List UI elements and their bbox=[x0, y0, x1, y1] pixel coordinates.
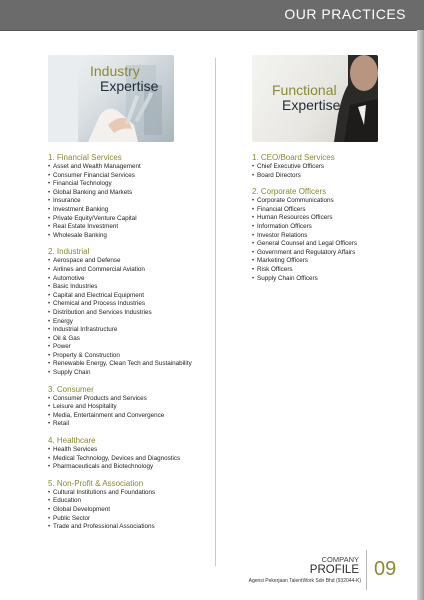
agency-name: Agensi Pekerjaan TalentWork Sdn Bhd (932044-K) bbox=[248, 578, 361, 584]
practice-item: • Supply Chain bbox=[48, 369, 213, 378]
section-title: 4. Healthcare bbox=[48, 436, 96, 446]
industry-expertise-image bbox=[48, 55, 174, 142]
functional-practices-column bbox=[252, 153, 412, 290]
practice-list bbox=[48, 257, 213, 377]
section-title: 5. Non-Profit & Association bbox=[48, 478, 144, 488]
functional-expertise-image bbox=[252, 55, 378, 142]
page-edge-shadow bbox=[417, 30, 424, 600]
section-title: 2. Industrial bbox=[48, 247, 90, 257]
practice-section bbox=[48, 479, 213, 532]
section-title: 1. CEO/Board Services bbox=[252, 153, 335, 162]
practice-item: • Retail bbox=[48, 420, 213, 429]
practice-item: • Supply Chain Officers bbox=[252, 275, 412, 284]
practice-item: • Industrial Infrastructure bbox=[48, 326, 213, 335]
practice-item: • Marketing Officers bbox=[252, 257, 412, 266]
practice-item: • General Counsel and Legal Officers bbox=[252, 240, 412, 249]
practice-item: • Financial Officers bbox=[252, 206, 412, 215]
industry-image-title-line2: Expertise bbox=[100, 78, 159, 94]
practice-item: • Corporate Communications bbox=[252, 197, 412, 206]
practice-list bbox=[48, 446, 213, 472]
practice-item: • Human Resources Officers bbox=[252, 214, 412, 223]
practice-item: • Basic Industries bbox=[48, 283, 213, 292]
page-number: 09 bbox=[374, 558, 397, 580]
practice-item: • Media, Entertainment and Convergence bbox=[48, 412, 213, 421]
practice-item: • Property & Construction bbox=[48, 352, 213, 361]
practice-item: • Medical Technology, Devices and Diagnostics bbox=[48, 455, 213, 464]
practice-section bbox=[252, 187, 412, 283]
page-title: OUR PRACTICES bbox=[284, 6, 406, 22]
practice-item: • Investment Banking bbox=[48, 206, 213, 215]
practice-item: • Consumer Financial Services bbox=[48, 172, 213, 181]
practice-item: • Energy bbox=[48, 318, 213, 327]
practice-item: • Airlines and Commercial Aviation bbox=[48, 266, 213, 275]
section-title: 1. Financial Services bbox=[48, 153, 122, 162]
practice-item: • Renewable Energy, Clean Tech and Sustainability bbox=[48, 360, 213, 369]
practice-item: • Automotive bbox=[48, 275, 213, 284]
practice-item: • Cultural Institutions and Foundations bbox=[48, 489, 213, 498]
practice-item: • Oil & Gas bbox=[48, 335, 213, 344]
practice-list bbox=[252, 163, 412, 180]
column-divider bbox=[215, 58, 216, 566]
functional-image-title-line2: Expertise bbox=[282, 97, 341, 113]
practice-list bbox=[48, 163, 213, 240]
industry-practices-column bbox=[48, 153, 213, 539]
practice-item: • Asset and Wealth Management bbox=[48, 163, 213, 172]
practice-item: • Wholesale Banking bbox=[48, 232, 213, 241]
practice-item: • Public Sector bbox=[48, 515, 213, 524]
practice-item: • Leisure and Hospitality bbox=[48, 403, 213, 412]
practice-section bbox=[48, 385, 213, 429]
practice-item: • Education bbox=[48, 497, 213, 506]
practice-list bbox=[48, 489, 213, 532]
practice-list bbox=[252, 197, 412, 283]
practice-section bbox=[252, 153, 412, 180]
practice-item: • Insurance bbox=[48, 197, 213, 206]
practice-section bbox=[48, 247, 213, 377]
practice-list bbox=[48, 395, 213, 429]
practice-item: • Trade and Professional Associations bbox=[48, 523, 213, 532]
section-title: 3. Consumer bbox=[48, 384, 94, 394]
practice-item: • Pharmaceuticals and Biotechnology bbox=[48, 463, 213, 472]
practice-item: • Financial Technology bbox=[48, 180, 213, 189]
section-title: 2. Corporate Officers bbox=[252, 187, 327, 197]
practice-section bbox=[48, 153, 213, 240]
practice-item: • Chemical and Process Industries bbox=[48, 300, 213, 309]
practice-item: • Private Equity/Venture Capital bbox=[48, 215, 213, 224]
practice-item: • Chief Executive Officers bbox=[252, 163, 412, 172]
practice-section bbox=[48, 436, 213, 472]
practice-item: • Capital and Electrical Equipment bbox=[48, 292, 213, 301]
practice-item: • Government and Regulatory Affairs bbox=[252, 249, 412, 258]
practice-item: • Global Development bbox=[48, 506, 213, 515]
practice-item: • Consumer Products and Services bbox=[48, 395, 213, 404]
header-bar bbox=[0, 0, 424, 31]
practice-item: • Real Estate Investment bbox=[48, 223, 213, 232]
practice-item: • Investor Relations bbox=[252, 232, 412, 241]
practice-item: • Risk Officers bbox=[252, 266, 412, 275]
footer-profile-label: PROFILE bbox=[309, 564, 359, 576]
practice-item: • Global Banking and Markets bbox=[48, 189, 213, 198]
practice-item: • Health Services bbox=[48, 446, 213, 455]
footer-company-label: COMPANY bbox=[321, 555, 359, 564]
practice-item: • Power bbox=[48, 343, 213, 352]
footer-separator bbox=[366, 550, 367, 590]
practice-item: • Aerospace and Defense bbox=[48, 257, 213, 266]
industry-image-title-line1: Industry bbox=[90, 63, 140, 79]
functional-image-title-line1: Functional bbox=[272, 82, 337, 98]
practice-item: • Distribution and Services Industries bbox=[48, 309, 213, 318]
practice-item: • Board Directors bbox=[252, 172, 412, 181]
practice-item: • Information Officers bbox=[252, 223, 412, 232]
